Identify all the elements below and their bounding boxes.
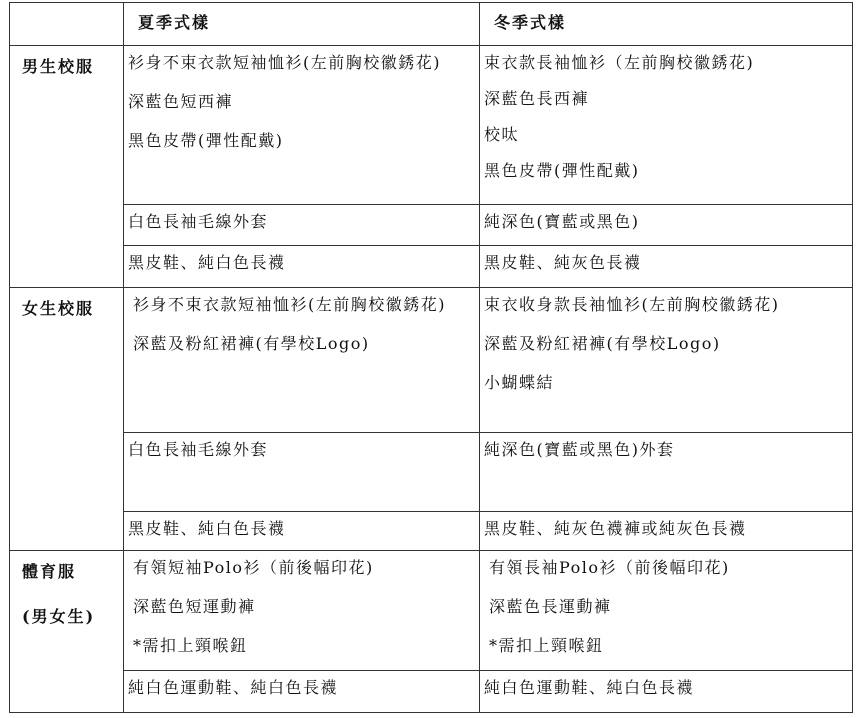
pe-label bbox=[10, 551, 124, 713]
boys-winter-outerwear: 純深色(寶藍或黑色) bbox=[480, 205, 853, 246]
list-item: 深藍及粉紅裙褲(有學校Logo) bbox=[133, 334, 370, 353]
girls-row-shoes bbox=[10, 512, 853, 551]
list-item: 有領長袖Polo衫（前後幅印花) bbox=[489, 558, 730, 577]
header-summer: 夏季式樣 bbox=[124, 3, 480, 46]
list-item: 束衣收身款長袖恤衫(左前胸校徽銹花) bbox=[484, 295, 780, 314]
girls-winter-items bbox=[480, 288, 853, 433]
list-item: 衫身不束衣款短袖恤衫(左前胸校徽銹花) bbox=[128, 53, 441, 72]
list-item: 深藍色短運動褲 bbox=[133, 597, 256, 616]
list-item: 黑色皮帶(彈性配戴) bbox=[484, 161, 640, 180]
boys-label: 男生校服 bbox=[10, 46, 124, 288]
boys-summer-shoes: 黑皮鞋、純白色長襪 bbox=[124, 246, 480, 288]
girls-label: 女生校服 bbox=[10, 288, 124, 551]
girls-winter-outerwear: 純深色(寶藍或黑色)外套 bbox=[480, 433, 853, 512]
list-item: 束衣款長袖恤衫（左前胸校徽銹花) bbox=[484, 53, 755, 72]
girls-summer-outerwear: 白色長袖毛線外套 bbox=[124, 433, 480, 512]
pe-winter-shoes: 純白色運動鞋、純白色長襪 bbox=[480, 671, 853, 713]
boys-summer-outerwear: 白色長袖毛線外套 bbox=[124, 205, 480, 246]
list-item: 校呔 bbox=[484, 125, 520, 144]
list-item: 衫身不束衣款短袖恤衫(左前胸校徽銹花) bbox=[133, 295, 446, 314]
list-item: 小蝴蝶結 bbox=[484, 373, 555, 392]
boys-row-outerwear bbox=[10, 205, 853, 246]
pe-winter-items bbox=[480, 551, 853, 671]
header-winter: 冬季式樣 bbox=[480, 3, 853, 46]
boys-winter-shoes: 黑皮鞋、純灰色長襪 bbox=[480, 246, 853, 288]
boys-summer-items bbox=[124, 46, 480, 205]
pe-summer-items bbox=[124, 551, 480, 671]
list-item: 深藍色長西褲 bbox=[484, 89, 590, 108]
pe-label-line: 體育服 bbox=[22, 562, 77, 581]
list-item: 有領短袖Polo衫（前後幅印花) bbox=[133, 558, 374, 577]
boys-row-shoes bbox=[10, 246, 853, 288]
list-item: 深藍色長運動褲 bbox=[489, 597, 612, 616]
pe-label-line: (男女生) bbox=[22, 607, 96, 626]
girls-row-shirts bbox=[10, 288, 853, 433]
girls-winter-shoes: 黑皮鞋、純灰色襪褲或純灰色長襪 bbox=[480, 512, 853, 551]
list-item: 深藍色短西褲 bbox=[128, 92, 234, 111]
list-item: 深藍及粉紅裙褲(有學校Logo) bbox=[484, 334, 721, 353]
girls-row-outerwear bbox=[10, 433, 853, 512]
girls-summer-shoes: 黑皮鞋、純白色長襪 bbox=[124, 512, 480, 551]
header-category bbox=[10, 3, 124, 46]
uniform-table bbox=[9, 2, 853, 713]
girls-summer-items bbox=[124, 288, 480, 433]
list-item: *需扣上頸喉鈕 bbox=[133, 636, 248, 655]
pe-summer-shoes: 純白色運動鞋、純白色長襪 bbox=[124, 671, 480, 713]
header-row bbox=[10, 3, 853, 46]
list-item: 黑色皮帶(彈性配戴) bbox=[128, 131, 284, 150]
pe-row-shoes bbox=[10, 671, 853, 713]
boys-winter-items bbox=[480, 46, 853, 205]
boys-row-shirts bbox=[10, 46, 853, 205]
list-item: *需扣上頸喉鈕 bbox=[489, 636, 604, 655]
pe-row-clothes bbox=[10, 551, 853, 671]
